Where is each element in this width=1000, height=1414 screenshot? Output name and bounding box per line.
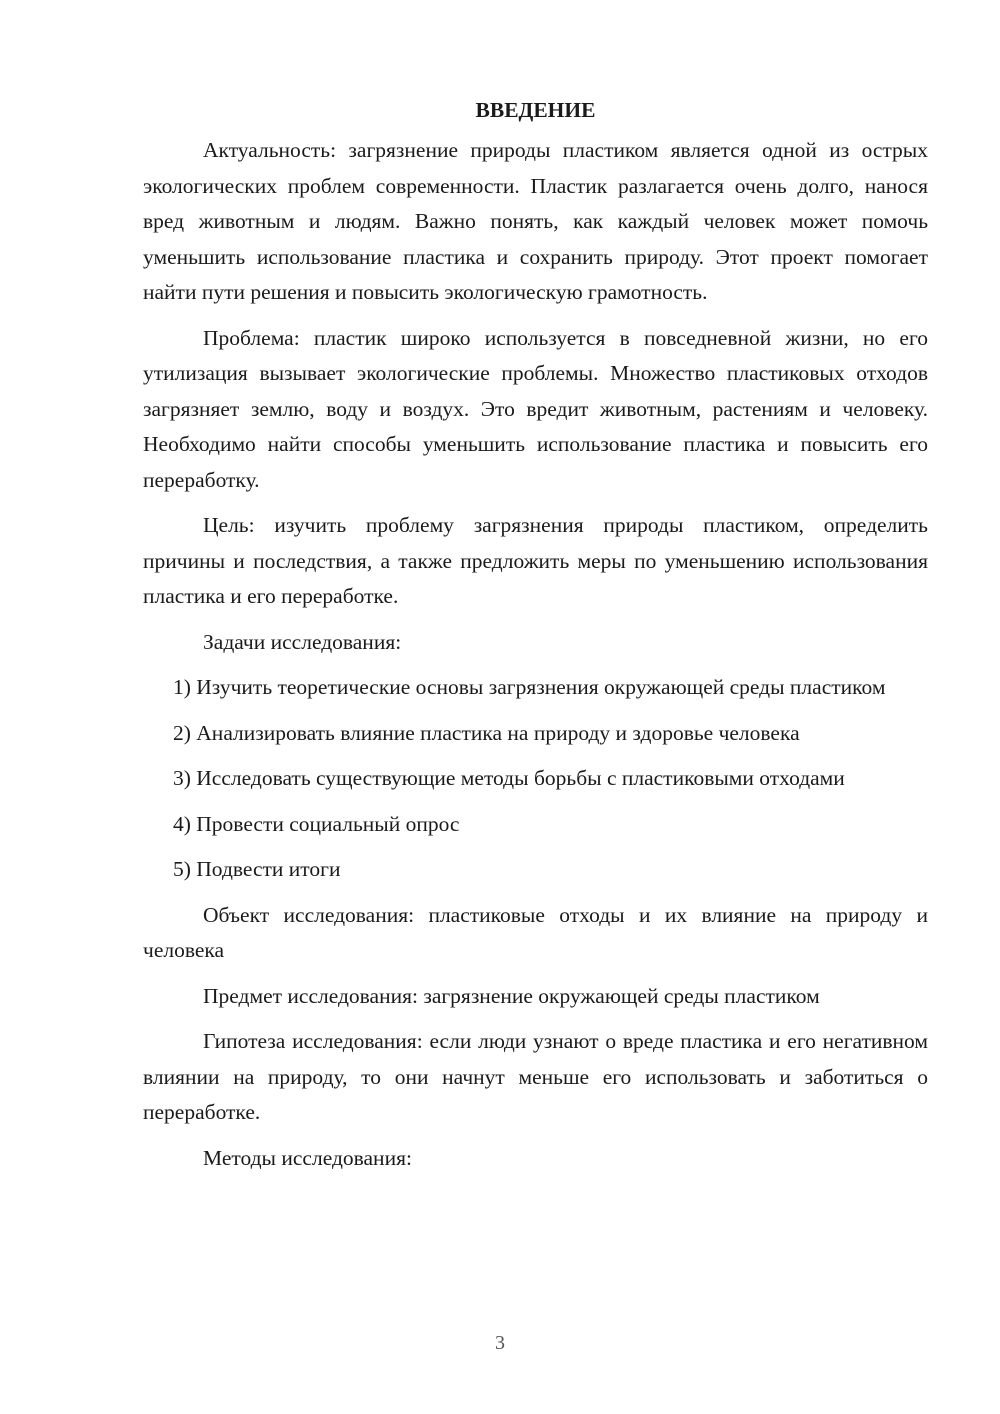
paragraph-tasks-heading: Задачи исследования: — [203, 629, 402, 654]
list-item: 4) Провести социальный опрос — [173, 811, 460, 836]
document-title: ВВЕДЕНИЕ — [475, 98, 596, 122]
paragraph-relevance: Актуальность: загрязнение природы пластиком является одной из острых экологических проблем современности. Пластик разлагается очень долго, нанося вред животным и людям. Важно понять, как каждый человек может помочь уменьшить использование пластика и сохранить природу. Этот проект помогает найти пути решения и повысить экологическую грамотность. — [143, 138, 928, 304]
page-number: 3 — [495, 1332, 505, 1354]
list-item: 5) Подвести итоги — [173, 857, 341, 881]
list-item: 1) Изучить теоретические основы загрязнения окружающей среды пластиком — [173, 675, 886, 699]
paragraph-object: Объект исследования: пластиковые отходы и их влияние на природу и человека — [143, 902, 928, 962]
paragraph-goal: Цель: изучить проблему загрязнения природы пластиком, определить причины и последствия, а также предложить меры по уменьшению использования пластика и его переработке. — [143, 513, 928, 608]
paragraph-subject: Предмет исследования: загрязнение окружающей среды пластиком — [203, 983, 820, 1008]
paragraph-methods: Методы исследования: — [203, 1145, 412, 1170]
document-page — [143, 95, 928, 1186]
paragraph-hypothesis: Гипотеза исследования: если люди узнают о вреде пластика и его негативном влиянии на природу, то они начнут меньше его использовать и заботиться о переработке. — [143, 1029, 928, 1124]
list-item: 3) Исследовать существующие методы борьбы с пластиковыми отходами — [173, 766, 845, 790]
list-item: 2) Анализировать влияние пластика на природу и здоровье человека — [173, 720, 800, 745]
paragraph-problem: Проблема: пластик широко используется в повседневной жизни, но его утилизация вызывает экологические проблемы. Множество пластиковых отходов загрязняет землю, воду и воздух. Это вредит животным, растениям и человеку. Необходимо найти способы уменьшить использование пластика и повысить его переработку. — [143, 325, 928, 492]
